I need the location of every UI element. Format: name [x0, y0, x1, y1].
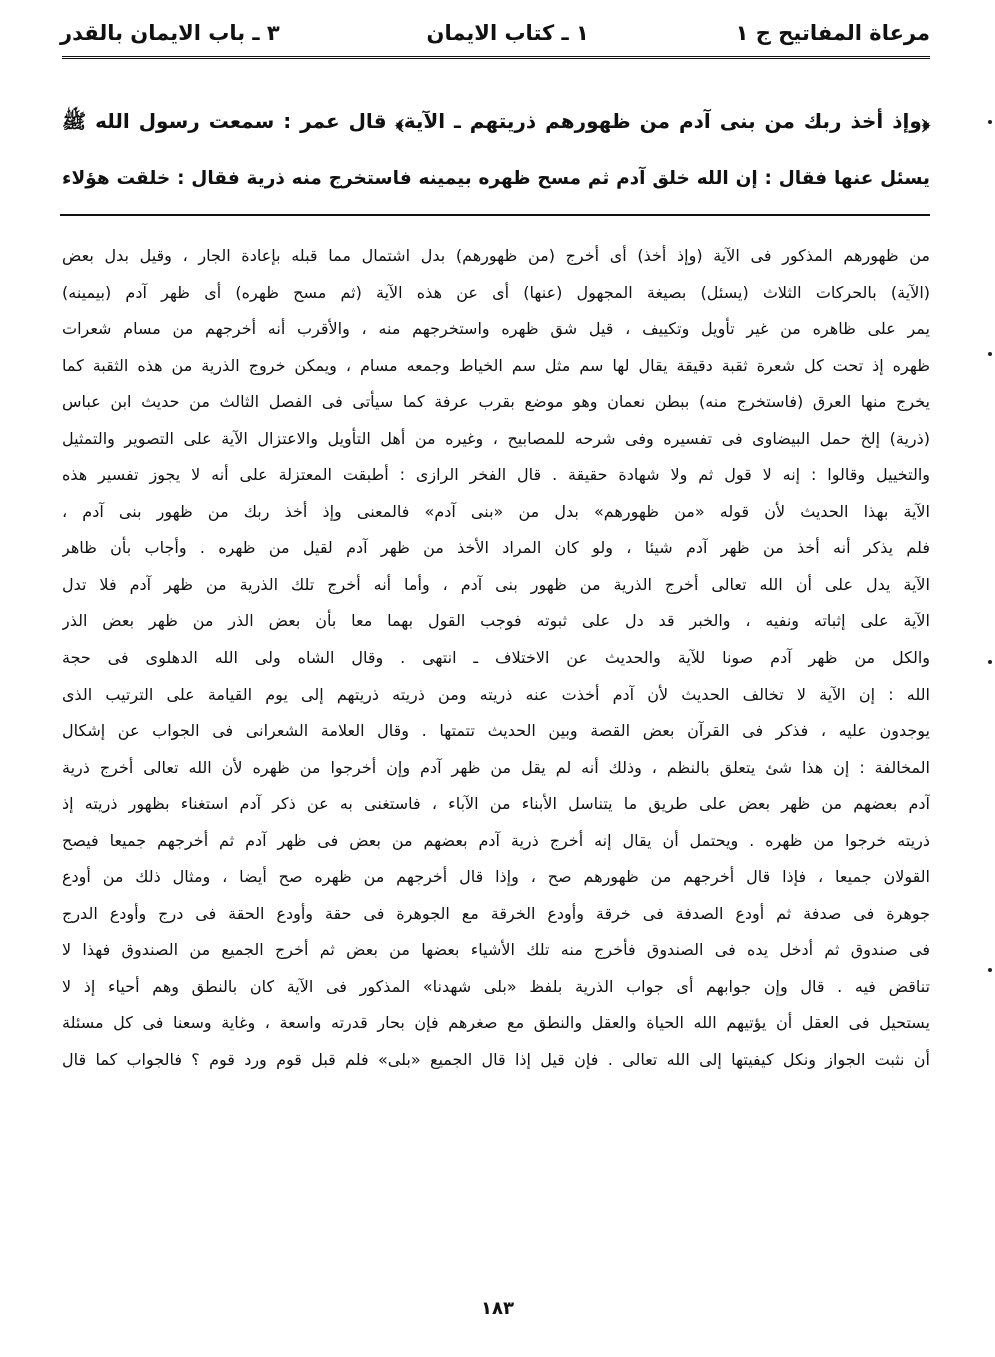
commentary-line: أن نثبت الجواز ونكل كيفيتها إلى الله تعالى . فإن قيل إذا قال الجميع «بلى» فلم قبل قوم ورد قوم ؟ فالجواب كما قال — [62, 1050, 930, 1070]
commentary-line: القولان جميعا ، فإذا قال أخرجهم من ظهورهم صح ، وإذا قال أخرجهم من ظهره صح أيضا ، ومثال ذلك من أودع — [62, 867, 930, 887]
commentary-line: من ظهورهم المذكور فى الآية (وإذ أخذ) أى أخرج (من ظهورهم) بدل اشتمال مما قبله بإعادة الجار ، وقيل بدل بعض — [62, 246, 930, 265]
commentary-line: يستحيل فى العقل أن يؤتيهم الله الحياة والعقل والنطق مع صغرهم فإن بحار قدرته واسعة ، وغاية وسعنا فى كل مسئلة — [62, 1013, 930, 1033]
commentary-line: الآية يدل على أن الله تعالى أخرج الذرية من ظهور بنى آدم ، وأما أنه أخرج تلك الذرية من ظهر آدم فلا تدل — [62, 574, 930, 594]
commentary-line: الآية بهذا الحديث لأن قوله «من ظهورهم» بدل من «بنى آدم» فالمعنى وإذ أخذ ربك من ظهور بنى آدم ، — [62, 501, 930, 521]
commentary-line: آدم بعضهم من ظهر بعض على طريق ما يتناسل الأبناء من الآباء ، فاستغنى به عن ذكر آدم استغناء بظهور ذريته إذ — [62, 794, 930, 814]
scan-edge-mark — [988, 968, 992, 972]
commentary-line: يوجدون عليه ، فذكر فى القرآن بعض القصة وبين الحديث تتمتها . وقال العلامة الشعرانى فى الجواب عن إشكال — [62, 721, 930, 741]
running-header — [60, 16, 930, 50]
commentary-line: فى صندوق ثم أدخل يده فى الصندوق فأخرج منه تلك الأشياء بعضها من بعض ثم أخرج الجميع من الصندوق فهذا لا — [62, 940, 930, 960]
header-divider — [62, 56, 930, 59]
hadith-text — [62, 92, 930, 208]
commentary-line: الله : إن الآية لا تخالف الحديث لأن آدم أخذت عنه ذريته ومن ذريته ذريتهم إلى يوم القيامة على الترتيب الذى — [62, 684, 930, 704]
hadith-line: يسئل عنها فقال : إن الله خلق آدم ثم مسح ظهره بيمينه فاستخرج منه ذرية فقال : خلقت هؤلاء — [62, 168, 930, 189]
commentary-line: فلم يذكر أنه أخذ من ظهر آدم شيئا ، ولو كان المراد الأخذ من ظهر آدم لقيل من ظهره . وأجاب بأن ظاهر — [62, 538, 930, 558]
commentary-line: والتخييل وقالوا : إنه لا قول ثم ولا شهادة حقيقة . قال الفخر الرازى : أطبقت المعتزلة على أنه لا يجوز تفسير هذه — [62, 465, 930, 485]
scan-edge-mark — [988, 120, 992, 124]
commentary-line: جوهرة فى صدفة ثم أودع الصدفة فى خرقة وأودع الخرقة مع الجوهرة فى حقة وأودع الحقة فى درج وأودع الدرج — [62, 903, 930, 923]
header-bab-title: ٣ ـ باب الايمان بالقدر — [60, 21, 280, 45]
commentary-line: ذريته خرجوا من ظهره . ويحتمل أن يقال إنه أخرج ذرية آدم بعضهم من بعض فى ظهر آدم ثم أخرجهم جميعا فيصح — [62, 830, 930, 850]
scan-edge-mark — [988, 352, 992, 356]
commentary-line: تناقض فيه . قال وإن جوابهم أى جواب الذرية بلفظ «بلى شهدنا» المذكور فى الآية كان بالنطق وهم أحياء إذ لا — [62, 976, 930, 996]
header-book-title: مرعاة المفاتيح ج ١ — [735, 21, 930, 45]
hadith-line: ﴿وإذ أخذ ربك من بنى آدم من ظهورهم ذريتهم ـ الآية﴾ قال عمر : سمعت رسول الله ﷺ — [62, 109, 930, 133]
commentary-line: (الآية) بالحركات الثلاث (يسئل) بصيغة المجهول (عنها) أى عن هذه الآية (ثم مسح ظهره) أى ظهر آدم (بيمينه) — [62, 282, 930, 302]
page-number: ١٨٣ — [481, 1298, 514, 1319]
commentary-line: ظهره إذ تحت كل شعرة ثقبة دقيقة يقال لها سم مثل سم الخياط وجمعه مسام ، ويمكن خروج الذرية من هذه الثقبة كما — [62, 355, 930, 375]
commentary-line: يخرج منها العرق (فاستخرج منه) ببطن نعمان وهو موضع بقرب عرفة كما سيأتى فى الفصل الثالث من حديث ابن عباس — [62, 392, 930, 412]
commentary-line: الآية على إثباته ونفيه ، والخبر قد دل على ثبوته فوجب القول بهما معا بأن بعض الذر من ظهر بعض الذر — [62, 611, 930, 631]
commentary-line: المخالفة : إن هذا شئ يتعلق بالنظم ، وذلك أنه لم يقل من ظهر آدم وإن أخرجوا من ظهره لأن الله تعالى أخرج ذرية — [62, 757, 930, 777]
commentary-text — [62, 238, 930, 1079]
commentary-line: يمر على ظاهره من غير تأويل وتكييف ، قيل شق ظهره واستخرجهم منه ، والأقرب أنه أخرجهم من مسام شعرات — [62, 319, 930, 339]
header-kitab-title: ١ ـ كتاب الايمان — [426, 21, 589, 45]
text-separator — [60, 214, 930, 216]
commentary-line: والكل من ظهر آدم صونا للآية والحديث عن الاختلاف ـ انتهى . وقال الشاه ولى الله الدهلوى فى حجة — [62, 648, 930, 668]
commentary-line: (ذرية) إلخ حمل البيضاوى فى تفسيره وفى شرحه للمصابيح ، وغيره من أهل التأويل والاعتزال الآية على التصوير والتمثيل — [62, 428, 930, 448]
scan-edge-mark — [988, 660, 992, 664]
